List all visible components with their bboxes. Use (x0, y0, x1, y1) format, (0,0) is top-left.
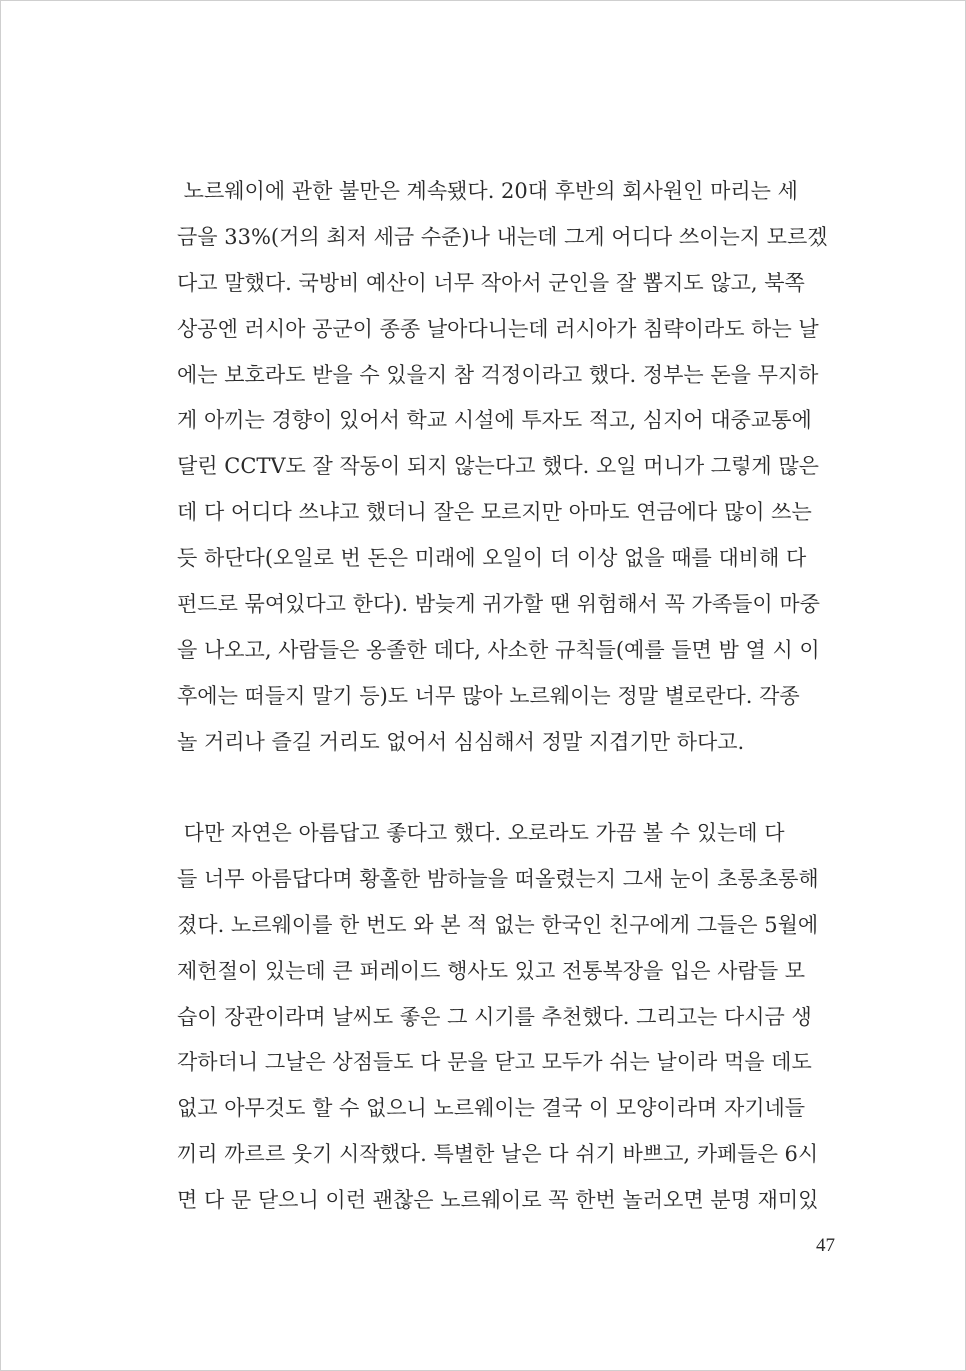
text-line: 후에는 떠들지 말기 등)도 너무 많아 노르웨이는 정말 별로란다. 각종 (177, 683, 800, 708)
text-line: 습이 장관이라며 날씨도 좋은 그 시기를 추천했다. 그리고는 다시금 생 (177, 1004, 812, 1029)
text-line: 졌다. 노르웨이를 한 번도 와 본 적 없는 한국인 친구에게 그들은 5월에 (177, 912, 819, 937)
page-number: 47 (816, 1235, 835, 1256)
text-line: 각하더니 그날은 상점들도 다 문을 닫고 모두가 쉬는 날이라 먹을 데도 (177, 1050, 812, 1075)
text-line: 상공엔 러시아 공군이 종종 날아다니는데 러시아가 침략이라도 하는 날 (177, 316, 819, 341)
text-line: 다고 말했다. 국방비 예산이 너무 작아서 군인을 잘 뽑지도 않고, 북쪽 (177, 270, 805, 295)
text-line: 들 너무 아름답다며 황홀한 밤하늘을 떠올렸는지 그새 눈이 초롱초롱해 (177, 866, 819, 891)
text-line: 노르웨이에 관한 불만은 계속됐다. 20대 후반의 회사원인 마리는 세 (177, 179, 798, 203)
text-line: 듯 하단다(오일로 번 돈은 미래에 오일이 더 이상 없을 때를 대비해 다 (177, 546, 807, 571)
text-line: 을 나오고, 사람들은 옹졸한 데다, 사소한 규칙들(예를 들면 밤 열 시 이 (177, 637, 820, 662)
paragraph-2 (177, 813, 837, 1226)
text-line: 데 다 어디다 쓰냐고 했더니 잘은 모르지만 아마도 연금에다 많이 쓰는 (177, 500, 812, 525)
text-line: 달린 CCTV도 잘 작동이 되지 않는다고 했다. 오일 머니가 그렇게 많은 (177, 454, 819, 479)
text-line: 다만 자연은 아름답고 좋다고 했다. 오로라도 가끔 볼 수 있는데 다 (177, 821, 785, 845)
text-line: 게 아끼는 경향이 있어서 학교 시설에 투자도 적고, 심지어 대중교통에 (177, 408, 812, 433)
text-line: 면 다 문 닫으니 이런 괜찮은 노르웨이로 꼭 한번 놀러오면 분명 재미있 (177, 1188, 819, 1213)
text-line: 에는 보호라도 받을 수 있을지 참 걱정이라고 했다. 정부는 돈을 무지하 (177, 362, 819, 387)
text-line: 펀드로 묶여있다고 한다). 밤늦게 귀가할 땐 위험해서 꼭 가족들이 마중 (177, 592, 820, 617)
text-line: 없고 아무것도 할 수 없으니 노르웨이는 결국 이 모양이라며 자기네들 (177, 1096, 806, 1121)
paragraph-1 (177, 171, 837, 768)
text-line: 제헌절이 있는데 큰 퍼레이드 행사도 있고 전통복장을 입은 사람들 모 (177, 958, 806, 983)
text-line: 금을 33%(거의 최저 세금 수준)나 내는데 그게 어디다 쓰이는지 모르겠 (177, 224, 828, 249)
text-line: 끼리 까르르 웃기 시작했다. 특별한 날은 다 쉬기 바쁘고, 카페들은 6시 (177, 1142, 819, 1167)
text-line: 놀 거리나 즐길 거리도 없어서 심심해서 정말 지겹기만 하다고. (177, 729, 745, 754)
